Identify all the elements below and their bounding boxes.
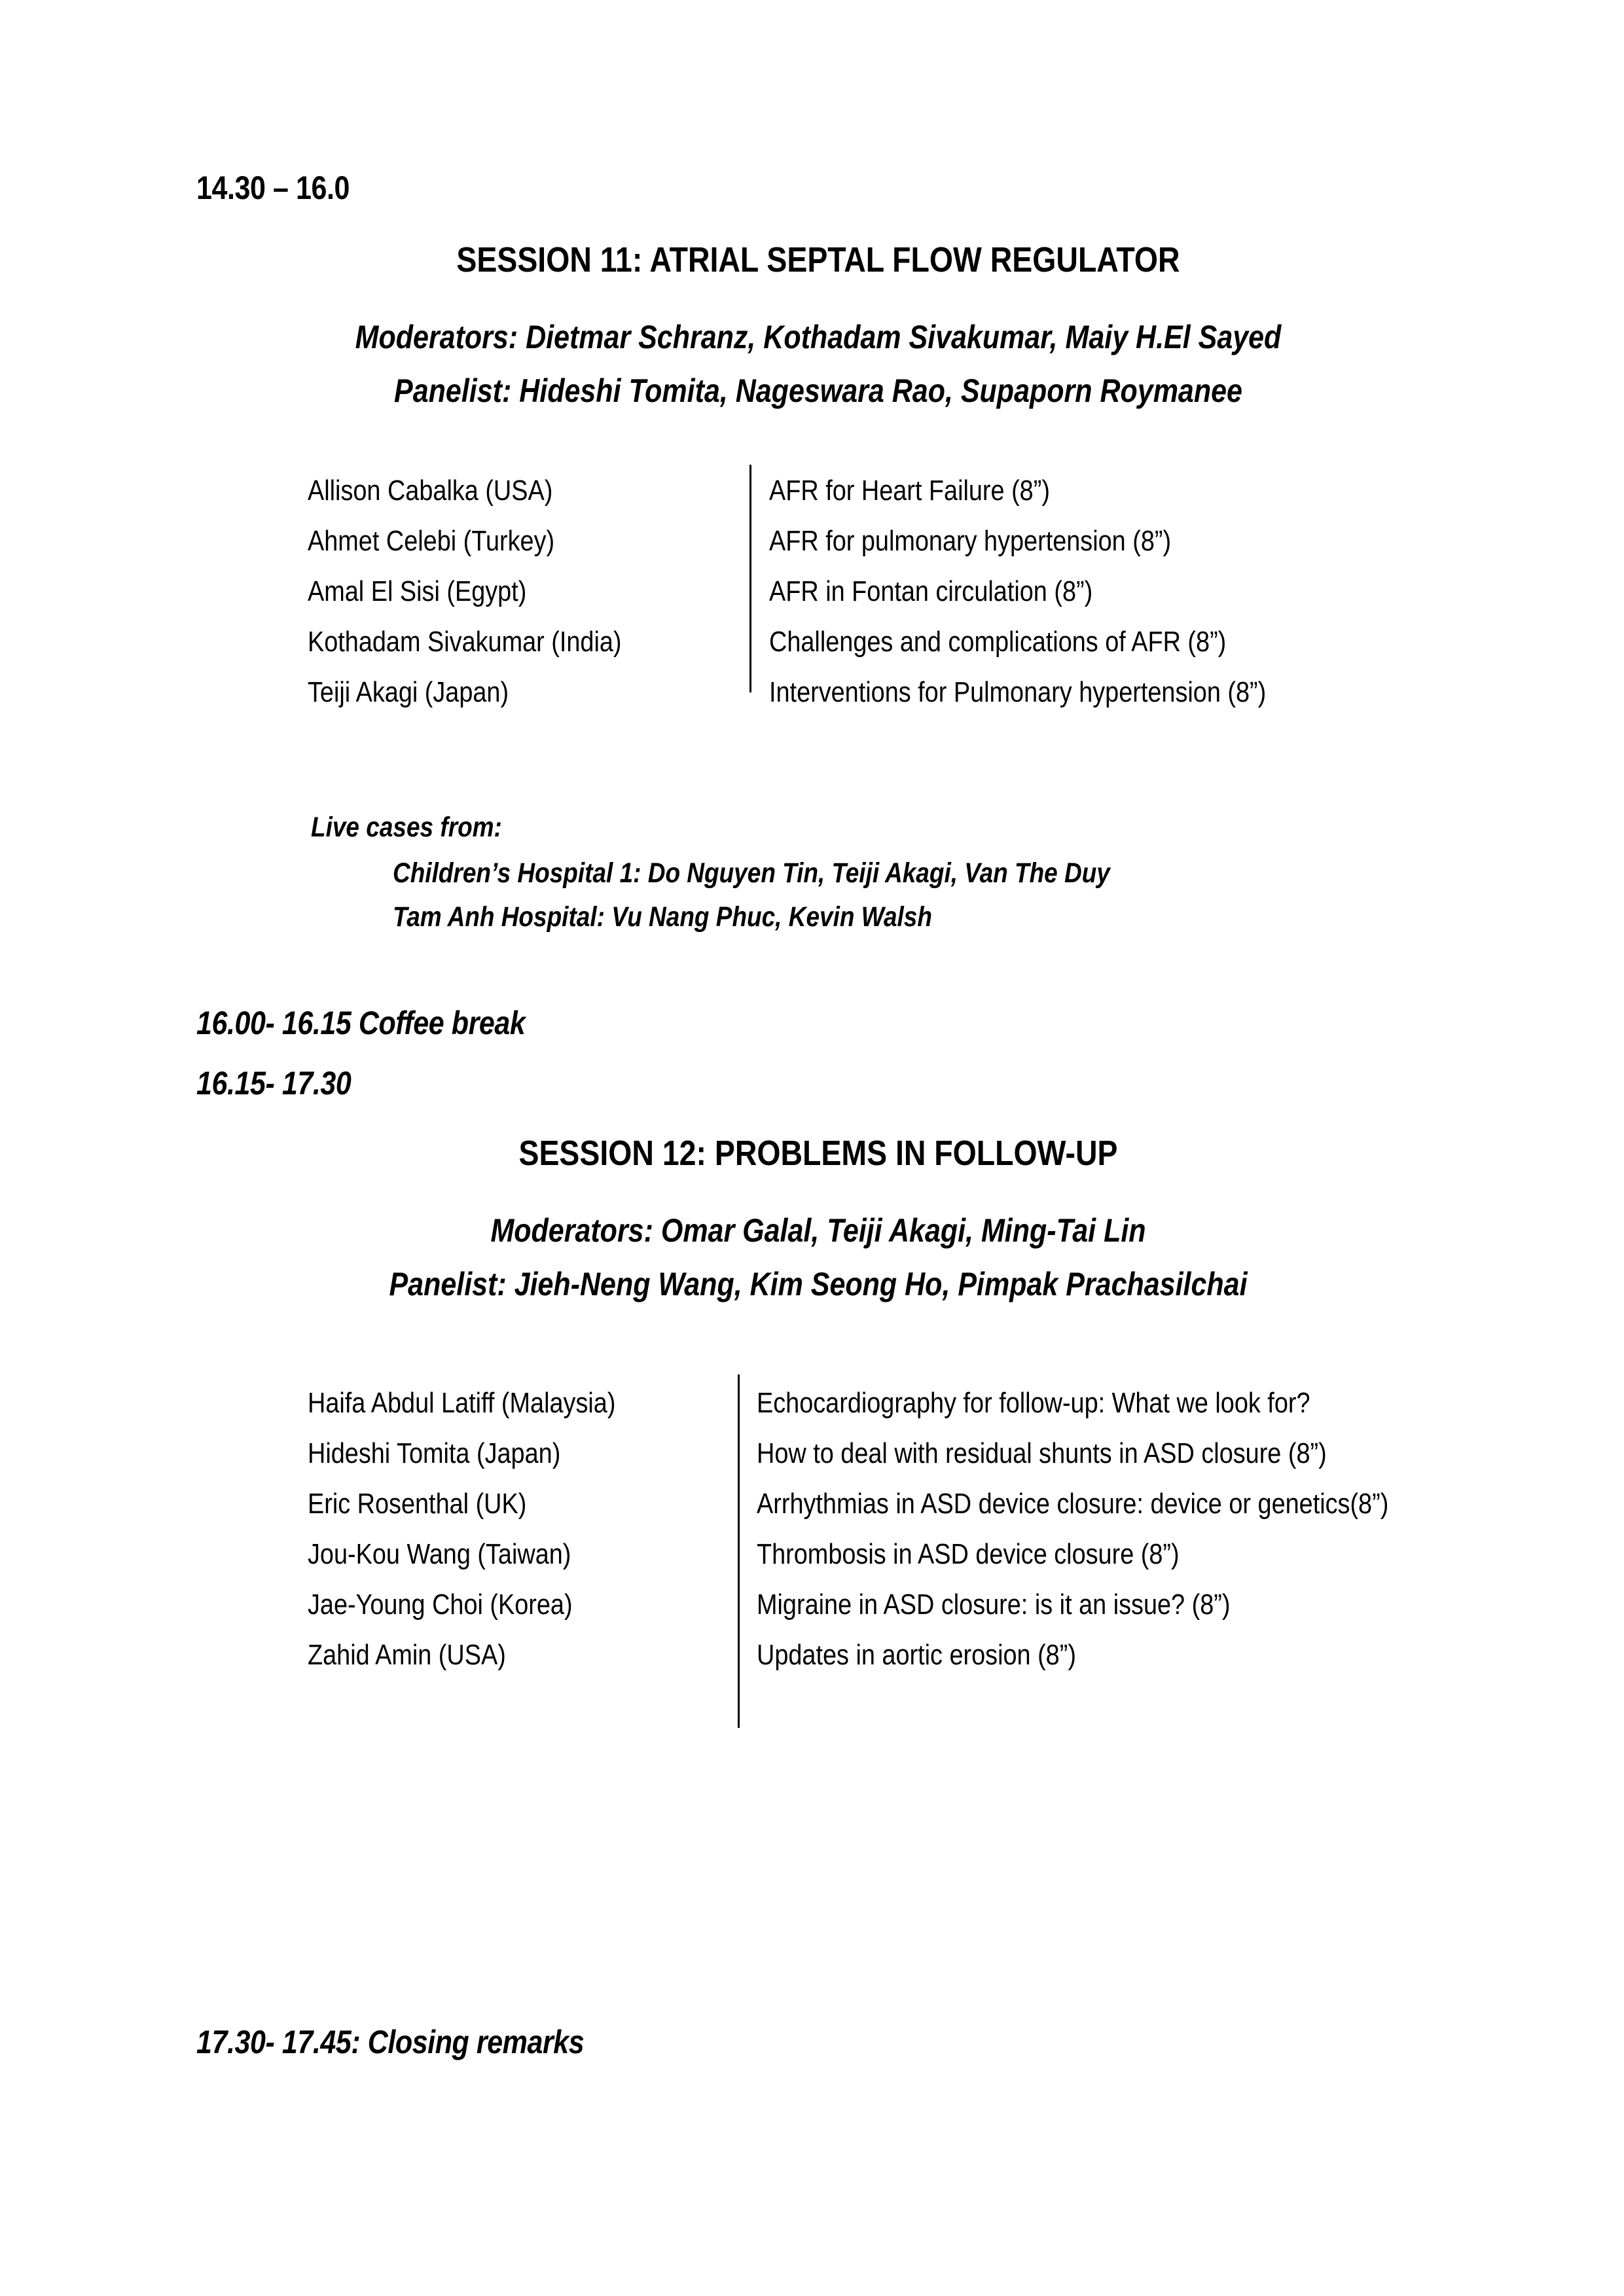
session-12-column-divider — [738, 1374, 740, 1728]
live-case-label: Children’s Hospital 1: Do Nguyen Tin, Teiji Akagi, Van The Duy — [393, 857, 1110, 889]
topic-title: Thrombosis in ASD device closure (8”) — [757, 1538, 1180, 1570]
session-11-moderators — [196, 321, 1440, 353]
session-11-panelist — [196, 374, 1440, 407]
session-12-time-label: 16.15- 17.30 — [196, 1065, 352, 1102]
session-12-title — [196, 1136, 1440, 1171]
session-11-table — [308, 475, 1453, 708]
session-11-time — [196, 171, 1440, 204]
coffee-break — [196, 1007, 1440, 1039]
speaker-name: Kothadam Sivakumar (India) — [308, 626, 622, 658]
closing-remarks — [196, 2026, 1440, 2058]
session-11-time-label: 14.30 – 16.0 — [196, 170, 350, 206]
session-12-table — [308, 1387, 1453, 1671]
topic-title: Migraine in ASD closure: is it an issue? (8”) — [757, 1588, 1231, 1621]
session-11-column-divider — [749, 465, 751, 692]
topic-title: How to deal with residual shunts in ASD closure (8”) — [757, 1437, 1327, 1469]
topic-title: Challenges and complications of AFR (8”) — [769, 626, 1227, 658]
speaker-name: Eric Rosenthal (UK) — [308, 1488, 527, 1520]
speaker-name: Zahid Amin (USA) — [308, 1639, 506, 1671]
live-case-item — [393, 903, 1440, 931]
live-case-item — [393, 859, 1440, 888]
session-12-time — [196, 1067, 1440, 1100]
closing-remarks-label: 17.30- 17.45: Closing remarks — [196, 2024, 585, 2060]
session-11-moderators-label: Moderators: Dietmar Schranz, Kothadam Sivakumar, Maiy H.El Sayed — [355, 319, 1282, 355]
session-12-moderators — [196, 1214, 1440, 1247]
session-12-panelist — [196, 1268, 1440, 1300]
topic-title: Interventions for Pulmonary hypertension (8”) — [769, 676, 1267, 708]
session-11-title-label: SESSION 11: ATRIAL SEPTAL FLOW REGULATOR — [456, 240, 1180, 279]
topic-title: Updates in aortic erosion (8”) — [757, 1639, 1076, 1671]
session-11-title — [196, 242, 1440, 278]
speaker-name: Teiji Akagi (Japan) — [308, 676, 509, 708]
topic-title: AFR for Heart Failure (8”) — [769, 475, 1050, 507]
live-cases-heading: Live cases from: — [311, 812, 502, 843]
coffee-break-label: 16.00- 16.15 Coffee break — [196, 1005, 526, 1041]
speaker-name: Jae-Young Choi (Korea) — [308, 1588, 573, 1621]
speaker-name: Amal El Sisi (Egypt) — [308, 575, 527, 607]
topic-title: AFR for pulmonary hypertension (8”) — [769, 525, 1172, 557]
speaker-name: Hideshi Tomita (Japan) — [308, 1437, 561, 1469]
live-cases-section — [311, 814, 1424, 842]
topic-title: AFR in Fontan circulation (8”) — [769, 575, 1093, 607]
speaker-name: Jou-Kou Wang (Taiwan) — [308, 1538, 571, 1570]
session-12-panelist-label: Panelist: Jieh-Neng Wang, Kim Seong Ho, Pimpak Prachasilchai — [389, 1266, 1248, 1302]
topic-title: Arrhythmias in ASD device closure: device or genetics(8”) — [757, 1488, 1389, 1520]
session-12-moderators-label: Moderators: Omar Galal, Teiji Akagi, Ming-Tai Lin — [490, 1212, 1146, 1249]
speaker-name: Haifa Abdul Latiff (Malaysia) — [308, 1387, 616, 1419]
session-12-title-label: SESSION 12: PROBLEMS IN FOLLOW-UP — [518, 1134, 1118, 1173]
session-11-panelist-label: Panelist: Hideshi Tomita, Nageswara Rao, Supaporn Roymanee — [394, 372, 1242, 409]
speaker-name: Ahmet Celebi (Turkey) — [308, 525, 555, 557]
live-case-label: Tam Anh Hospital: Vu Nang Phuc, Kevin Walsh — [393, 901, 932, 933]
speaker-name: Allison Cabalka (USA) — [308, 475, 553, 507]
topic-title: Echocardiography for follow-up: What we look for? — [757, 1387, 1310, 1419]
